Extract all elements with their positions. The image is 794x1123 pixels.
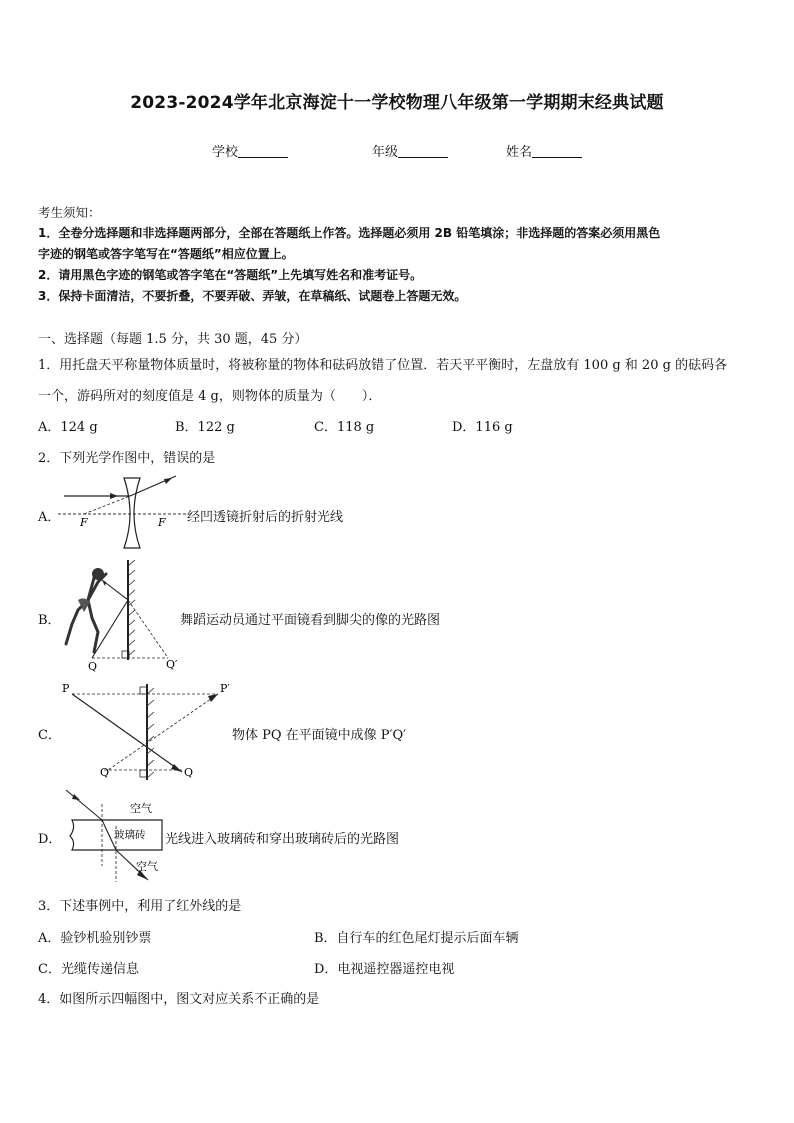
name-blank: [532, 145, 582, 158]
q3-option-b: B．自行车的红色尾灯提示后面车辆: [314, 931, 519, 946]
c-pprime: P′: [220, 682, 230, 695]
a-focus-left: F: [80, 516, 88, 529]
q2-stem: 2．下列光学作图中，错误的是: [38, 451, 216, 466]
q1-option-d: D．116 g: [452, 420, 513, 435]
school-field: [212, 141, 288, 160]
plane-mirror-image-diagram: [58, 680, 238, 782]
notice-heading: 考生须知：: [38, 205, 101, 220]
c-q-left: Q: [100, 766, 110, 779]
b-q: Q: [88, 660, 98, 672]
q2-a-label: A．: [38, 510, 61, 525]
d-air-top: 空气: [130, 802, 152, 815]
q2-d-text: 光线进入玻璃砖和穿出玻璃砖后的光路图: [165, 832, 400, 847]
school-label: 学校: [212, 145, 239, 160]
c-p: P: [62, 682, 70, 695]
q2-a-text: 经凹透镜折射后的折射光线: [187, 510, 344, 525]
grade-blank: [398, 145, 448, 158]
q2-c-text: 物体 PQ 在平面镜中成像 P′Q′: [232, 728, 407, 743]
concave-lens-diagram: [58, 474, 188, 554]
name-field: [506, 141, 582, 160]
notice-item-1: 1．全卷分选择题和非选择题两部分，全部在答题纸上作答。选择题必须用 2B 铅笔填涂；非选择题的答案必须用黑色: [38, 226, 661, 240]
q4-stem: 4．如图所示四幅图中，图文对应关系不正确的是: [38, 992, 320, 1007]
q2-d-label: D．: [38, 832, 62, 847]
q1-line1: 1．用托盘天平称量物体质量时，将被称量的物体和砝码放错了位置．若天平平衡时，左盘放有 100 g 和 20 g 的砝码各: [38, 358, 728, 373]
q1-line2: 一个，游码所对的刻度值是 4 g，则物体的质量为（ ）．: [38, 389, 382, 404]
q1-option-a: A．124 g: [38, 420, 98, 435]
school-blank: [238, 145, 288, 158]
q2-c-label: C．: [38, 728, 61, 743]
grade-label: 年级: [372, 145, 399, 160]
grade-field: [372, 141, 448, 160]
glass-block-diagram: [62, 786, 170, 886]
d-air-bottom: 空气: [136, 860, 158, 873]
notice-item-1-cont: 字迹的钢笔或答字笔写在“答题纸”相应位置上。: [38, 247, 294, 261]
notice-item-2: 2．请用黑色字迹的钢笔或答字笔在“答题纸”上先填写姓名和准考证号。: [38, 268, 423, 282]
a-focus-right: F: [158, 516, 166, 529]
q2-b-text: 舞蹈运动员通过平面镜看到脚尖的像的光路图: [180, 613, 441, 628]
notice-item-3: 3．保持卡面清洁，不要折叠，不要弄破、弄皱，在草稿纸、试题卷上答题无效。: [38, 289, 467, 303]
q1-option-c: C．118 g: [314, 420, 375, 435]
section-heading: 一、选择题（每题 1.5 分，共 30 题，45 分）: [38, 332, 308, 347]
b-qprime: Q′: [166, 658, 178, 671]
name-label: 姓名: [506, 145, 533, 160]
q3-option-d: D．电视遥控器遥控电视: [314, 962, 455, 977]
q1-option-b: B．122 g: [175, 420, 235, 435]
page-title: 2023-2024学年北京海淀十一学校物理八年级第一学期期末经典试题: [130, 93, 664, 113]
q3-option-a: A．验钞机验别钞票: [38, 931, 152, 946]
q2-b-label: B．: [38, 613, 61, 628]
d-glass: 玻璃砖: [114, 829, 146, 841]
c-q-right: Q: [184, 766, 194, 779]
q3-option-c: C．光缆传递信息: [38, 962, 139, 977]
dancer-mirror-diagram: [58, 560, 188, 672]
q3-stem: 3．下述事例中，利用了红外线的是: [38, 899, 242, 914]
